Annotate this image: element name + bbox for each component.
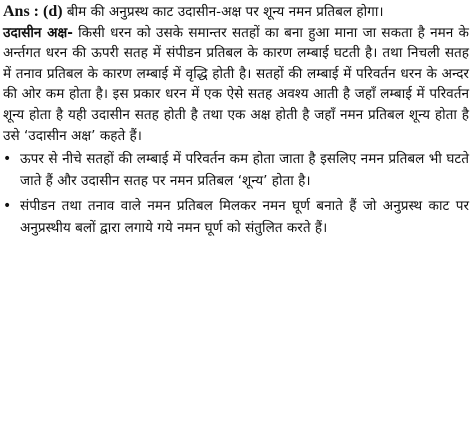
definition-text: किसी धरन को उसके समान्तर सतहों का बना हुआ माना जा सकता है नमन के अर्न्तगत धरन की ऊपरी सतह में संपीडन प्रतिबल के कारण लम्बाई घटती है। तथा निचली सतह में तनाव प्रतिबल के कारण लम्बाई में वृद्धि होती है। सतहों की लम्बाई में परिवर्तन धरन के अन्दर की ओर कम होता है। इस प्रकार धरन में एक ऐसे सतह अवश्य आती है जहाँ लम्बाई में परिवर्तन शून्य होता है यही उदासीन सतह होती है तथा एक अक्ष होती है जहाँ नमन प्रतिबल शून्य होता है उसे ‘उदासीन अक्ष’ कहते हैं। xyxy=(3,24,469,144)
definition-paragraph xyxy=(3,23,469,147)
answer-document xyxy=(3,2,469,243)
answer-paragraph xyxy=(3,2,469,23)
list-item xyxy=(3,149,469,192)
bullet-text: संपीडन तथा तनाव वाले नमन प्रतिबल मिलकर नमन घूर्ण बनाते हैं जो अनुप्रस्थ काट पर अनुप्रस्थीय बलों द्वारा लगाये गये नमन घूर्ण को संतुलित करते हैं। xyxy=(20,198,469,236)
definition-term: उदासीन अक्ष- xyxy=(3,24,73,41)
bullet-icon: • xyxy=(3,151,12,168)
bullet-text: ऊपर से नीचे सतहों की लम्बाई में परिवर्तन कम होता जाता है इसलिए नमन प्रतिबल भी घटते जाते हैं और उदासीन सतह पर नमन प्रतिबल ‘शून्य’ होता है। xyxy=(20,151,469,189)
bullet-icon: • xyxy=(3,198,12,215)
list-item xyxy=(3,196,469,239)
bullet-list xyxy=(3,149,469,239)
answer-label: Ans : (d) xyxy=(3,3,63,20)
answer-text: बीम की अनुप्रस्थ काट उदासीन-अक्ष पर शून्य नमन प्रतिबल होगा। xyxy=(62,4,384,20)
